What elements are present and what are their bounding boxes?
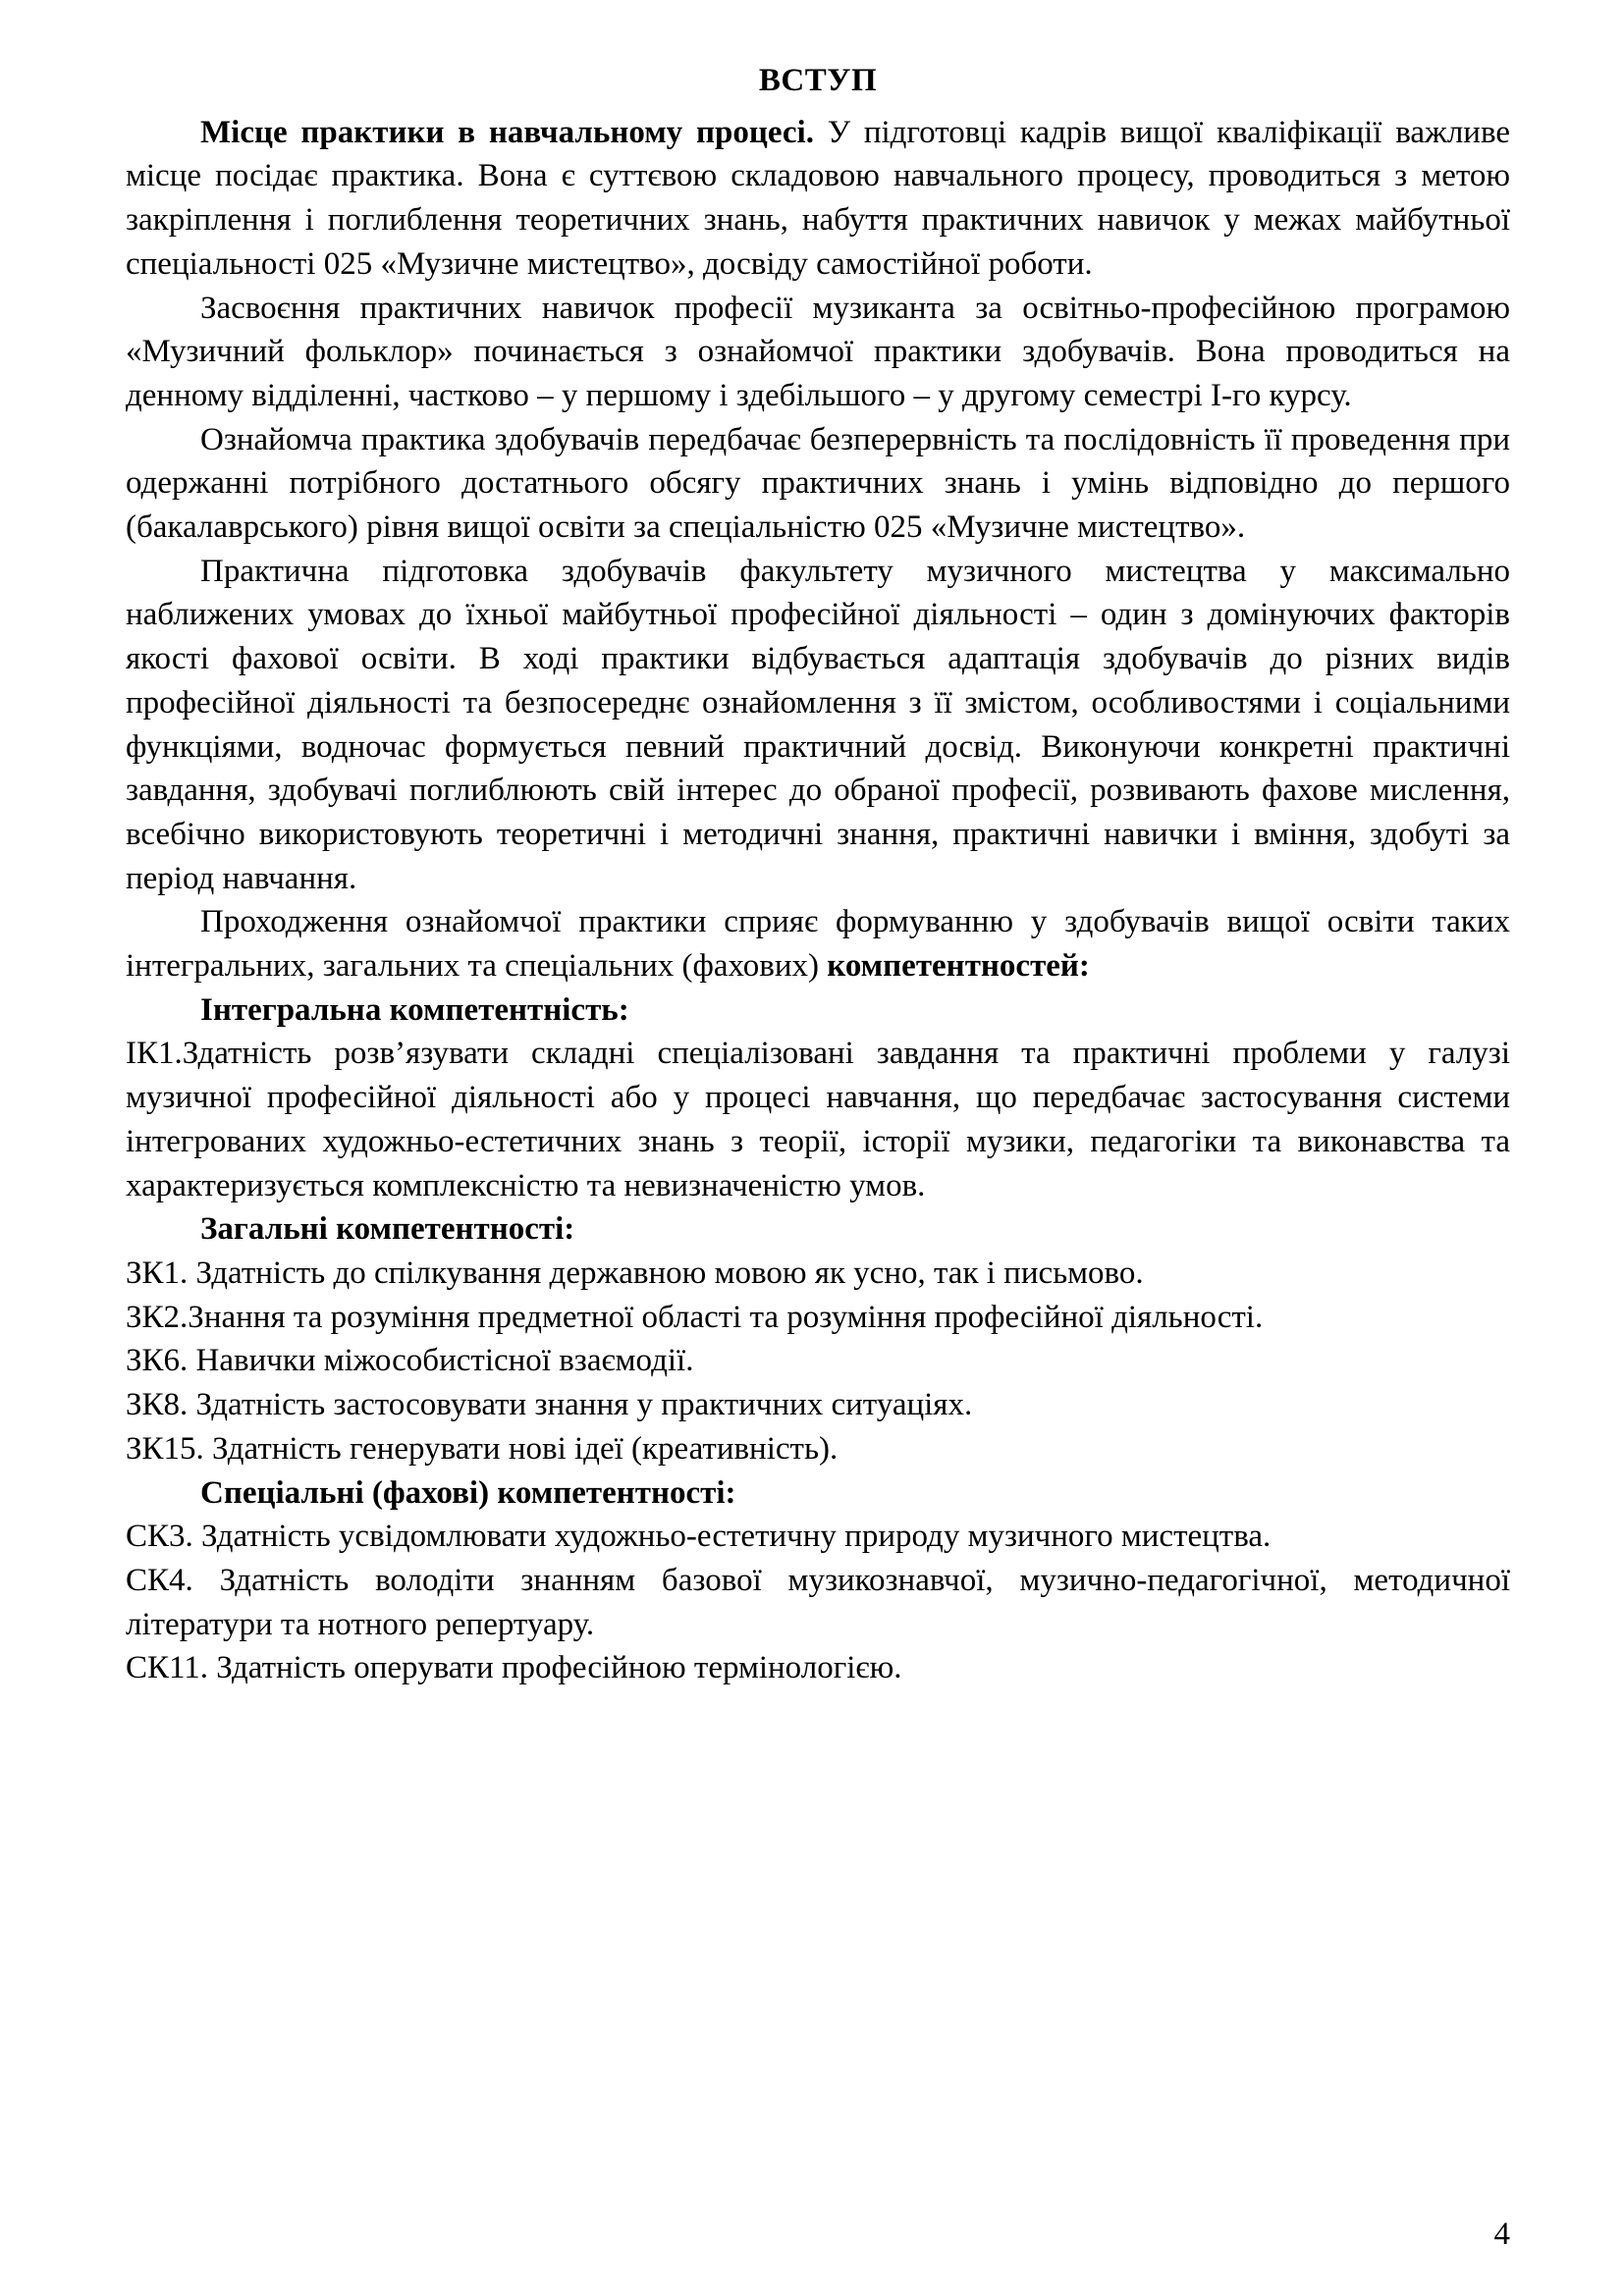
page-number: 4 [1493,2216,1510,2252]
general-item-zk2: ЗК2.Знання та розуміння предметної області та розуміння професійної діяльності. [126,1299,1264,1335]
paragraph-5-text: Проходження ознайомчої практики сприяє формуванню у здобувачів вищої освіти таких інтегральних, загальних та спеціальних (фахових) [126,904,1510,985]
paragraph-2: Засвоєння практичних навичок професії музиканта за освітньо-професійною програмою «Музичний фольклор» починається з ознайомчої практики здобувачів. Вона проводиться на денному відділенні, частково – у першому і здебільшого – у другому семестрі І-го курсу. [126,290,1510,413]
page-title: ВСТУП [758,63,878,98]
heading-integral-competence: Інтегральна компетентність: [200,991,629,1028]
general-item-zk6: ЗК6. Навички міжособистісної взаємодії. [126,1343,694,1379]
paragraph-4: Практична підготовка здобувачів факультету музичного мистецтва у максимально наближених умовах до їхньої майбутньої професійної діяльності – один з домінуючих факторів якості фахової освіти. В ході практики відбувається адаптація здобувачів до різних видів професійної діяльності та безпосереднє ознайомлення з її змістом, особливостями і соціальними функціями, водночас формується певний практичний досвід. Виконуючи конкретні практичні завдання, здобувачі поглиблюють свій інтерес до обраної професії, розвивають фахове мислення, всебічно використовують теоретичні і методичні знання, практичні навички і вміння, здобуті за період навчання. [126,553,1510,896]
general-item-zk15: ЗК15. Здатність генерувати нові ідеї (креативність). [126,1430,839,1467]
special-item-sk11: СК11. Здатність оперувати професійною термінологією. [126,1650,902,1686]
document-body [126,111,1510,1690]
special-item-sk4: СК4. Здатність володіти знанням базової музикознавчої, музично-педагогічної, методичної літератури та нотного репертуару. [126,1562,1510,1642]
lead-bold-phrase: Місце практики в навчальному процесі. [200,114,814,150]
special-item-sk3: СК3. Здатність усвідомлювати художньо-естетичну природу музичного мистецтва. [126,1519,1272,1555]
heading-special-competences: Спеціальні (фахові) компетентності: [200,1474,736,1511]
paragraph-1-text: У підготовці кадрів вищої кваліфікації важливе місце посідає практика. Вона є суттєвою складовою навчального процесу, проводиться з метою закріплення і поглиблення теоретичних знань, набуття практичних навичок у межах майбутньої спеціальності 025 «Музичне мистецтво», досвіду самостійної роботи. [126,114,1510,282]
general-item-zk8: ЗК8. Здатність застосовувати знання у практичних ситуаціях. [126,1387,973,1423]
paragraph-place-of-practice [126,111,1510,287]
heading-general-competences: Загальні компетентності: [200,1211,575,1248]
general-item-zk1: ЗК1. Здатність до спілкування державною мовою як усно, так і письмово. [126,1255,1144,1291]
competencies-label: компетентностей: [827,948,1090,985]
paragraph-3: Ознайомча практика здобувачів передбачає безперервність та послідовність її проведення при одержанні потрібного достатнього обсягу практичних знань і умінь відповідно до першого (бакалаврського) рівня вищої освіти за спеціальністю 025 «Музичне мистецтво». [126,421,1510,546]
paragraph-5 [126,900,1510,988]
integral-item-ik1: ІК1.Здатність розв’язувати складні спеціалізовані завдання та практичні проблеми у галузі музичної професійної діяльності або у процесі навчання, що передбачає застосування системи інтегрованих художньо-естетичних знань з теорії, історії музики, педагогіки та виконавства та характеризується комплексністю та невизначеністю умов. [126,1036,1510,1203]
